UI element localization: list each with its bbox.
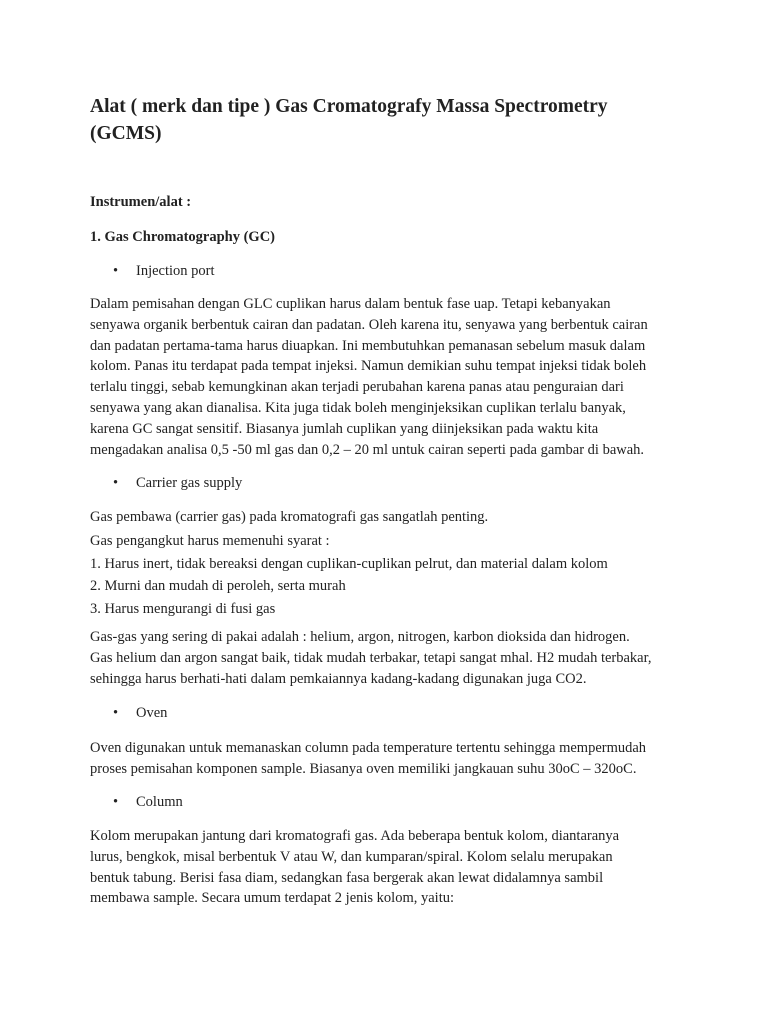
document-title: Alat ( merk dan tipe ) Gas Cromatografy Massa Spectrometry (GCMS) bbox=[90, 96, 608, 144]
instrument-heading: Instrumen/alat : bbox=[90, 194, 192, 210]
paragraph-line: dan padatan pertama-tama harus diuapkan. Ini membutuhkan pemanasan sebelum masuk dalam bbox=[90, 337, 646, 354]
list-item: 1. Harus inert, tidak bereaksi dengan cuplikan-cuplikan pelrut, dan material dalam kolom bbox=[90, 555, 608, 572]
paragraph-line: Gas-gas yang sering di pakai adalah : helium, argon, nitrogen, karbon dioksida dan hidrogen. bbox=[90, 629, 630, 645]
bullet-dot: • bbox=[113, 705, 119, 721]
paragraph-line: Dalam pemisahan dengan GLC cuplikan harus dalam bentuk fase uap. Tetapi kebanyakan bbox=[90, 296, 611, 312]
paragraph-line: terlalu tinggi, sebab kemungkinan akan terjadi perubahan karena panas atau penguraian dari bbox=[90, 379, 624, 396]
paragraph-line: lurus, bengkok, misal berbentuk V atau W, dan kumparan/spiral. Kolom selalu merupakan bbox=[90, 848, 613, 865]
paragraph-line: sehingga harus berhati-hati dalam pemkaiannya kadang-kadang digunakan juga CO2. bbox=[90, 670, 587, 687]
list-item: Gas pengangkut harus memenuhi syarat : bbox=[90, 533, 330, 549]
paragraph-line: Gas pembawa (carrier gas) pada kromatografi gas sangatlah penting. bbox=[90, 509, 489, 525]
bullet-label: Injection port bbox=[136, 263, 215, 279]
paragraph-line: bentuk tabung. Berisi fasa diam, sedangkan fasa bergerak akan lewat didalamnya sambil bbox=[90, 869, 604, 886]
paragraph-injection bbox=[90, 294, 695, 460]
paragraph-line: mengadakan analisa 0,5 -50 ml gas dan 0,2 – 20 ml untuk cairan seperti pada gambar di bawah. bbox=[90, 441, 645, 458]
paragraph-column bbox=[90, 826, 695, 909]
bullet-dot: • bbox=[113, 263, 119, 279]
paragraph-line: Kolom merupakan jantung dari kromatografi gas. Ada beberapa bentuk kolom, diantaranya bbox=[90, 828, 620, 844]
bullet-dot: • bbox=[113, 794, 119, 810]
bullet-dot: • bbox=[113, 475, 119, 491]
list-item: 2. Murni dan mudah di peroleh, serta murah bbox=[90, 578, 346, 594]
paragraph-line: senyawa yang akan dianalisa. Kita juga tidak boleh menginjeksikan cuplikan terlalu banyak, bbox=[90, 399, 626, 416]
paragraph-line: membawa sample. Secara umum terdapat 2 jenis kolom, yaitu: bbox=[90, 890, 455, 907]
bullet-label: Carrier gas supply bbox=[136, 475, 243, 491]
paragraph-oven bbox=[90, 738, 695, 780]
paragraph-line: senyawa organik berbentuk cairan dan padatan. Oleh karena itu, senyawa yang berbentuk cairan bbox=[90, 316, 648, 333]
paragraph-line: Gas helium dan argon sangat baik, tidak mudah terbakar, tetapi sangat mhal. H2 mudah terbakar, bbox=[90, 649, 652, 666]
section-heading-gc: 1. Gas Chromatography (GC) bbox=[90, 229, 276, 245]
paragraph-carrier-intro bbox=[90, 507, 695, 528]
bullet-label: Oven bbox=[136, 705, 168, 721]
paragraph-line: karena GC sangat sensitif. Biasanya jumlah cuplikan yang diinjeksikan pada waktu kita bbox=[90, 420, 599, 437]
carrier-requirements-list bbox=[90, 530, 608, 620]
list-item: 3. Harus mengurangi di fusi gas bbox=[90, 600, 276, 617]
paragraph-line: Oven digunakan untuk memanaskan column pada temperature tertentu sehingga mempermudah bbox=[90, 740, 647, 756]
bullet-label: Column bbox=[136, 794, 183, 810]
paragraph-carrier-gases bbox=[90, 627, 695, 689]
paragraph-line: proses pemisahan komponen sample. Biasanya oven memiliki jangkauan suhu 30oC – 320oC. bbox=[90, 760, 637, 777]
paragraph-line: kolom. Panas itu terdapat pada tempat injeksi. Namun demikian suhu tempat injeksi tidak boleh bbox=[90, 358, 647, 375]
